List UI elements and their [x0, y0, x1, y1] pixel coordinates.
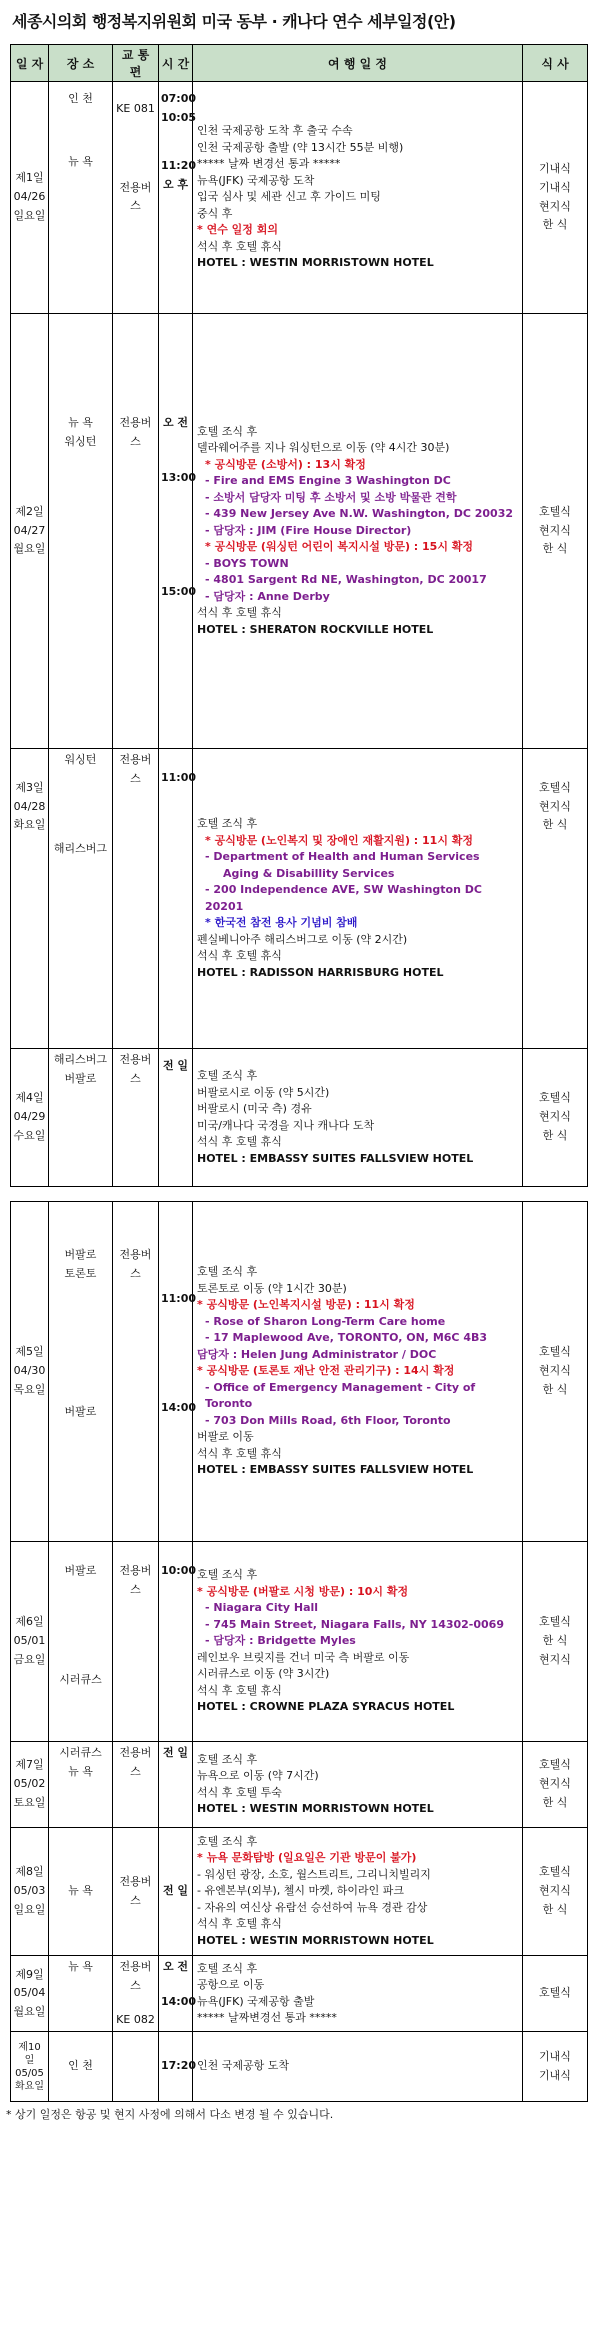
place-cell: 버팔로 시러큐스	[49, 1542, 113, 1742]
meal-cell: 호텔식	[523, 1956, 588, 2032]
date-cell: 제3일 04/28 화요일	[11, 749, 49, 1049]
date-cell: 제6일 05/01 금요일	[11, 1542, 49, 1742]
transport-cell: 전용버스	[113, 1742, 159, 1828]
time-cell: 오 전 13:00 15:00	[159, 314, 193, 749]
plan-cell: 인천 국제공항 도착 후 출국 수속 인천 국제공항 출발 (약 13시간 55분 비행) ***** 날짜 변경선 통과 ***** 뉴욕(JFK) 국제공항 도착 입국 심사 및 세관 신고 후 가이드 미팅 중식 후 * 연수 일정 회의 석식 후 호텔 휴식 HOTEL : WESTIN MORRISTOWN HOTEL	[193, 82, 523, 314]
transport-cell: 전용버스	[113, 1202, 159, 1542]
time-cell: 전 일	[159, 1828, 193, 1956]
place-cell: 뉴 욕	[49, 1828, 113, 1956]
time-cell: 11:00	[159, 749, 193, 1049]
meal-cell: 호텔식 현지식 한 식	[523, 1742, 588, 1828]
transport-cell: 전용버스 KE 082	[113, 1956, 159, 2032]
place-cell: 뉴 욕 워싱턴	[49, 314, 113, 749]
place-cell: 시러큐스 뉴 욕	[49, 1742, 113, 1828]
date-cell: 제9일 05/04 월요일	[11, 1956, 49, 2032]
date-cell: 제7일 05/02 토요일	[11, 1742, 49, 1828]
date-cell: 제2일 04/27 월요일	[11, 314, 49, 749]
meal-cell: 호텔식 한 식 현지식	[523, 1542, 588, 1742]
meal-cell: 호텔식 현지식 한 식	[523, 1202, 588, 1542]
transport-cell: 전용버스	[113, 1828, 159, 1956]
time-cell: 오 전 14:00	[159, 1956, 193, 2032]
transport-cell: 전용버스	[113, 1542, 159, 1742]
header-transport: 교 통 편	[113, 45, 159, 82]
place-cell: 뉴 욕	[49, 1956, 113, 2032]
day-row-8	[11, 1828, 588, 1956]
schedule-table-part1	[10, 44, 588, 1187]
day-row-4	[11, 1049, 588, 1187]
plan-cell: 호텔 조식 후 * 뉴욕 문화탐방 (일요일은 기관 방문이 불가) - 워싱턴 광장, 소호, 월스트리트, 그리니치빌리지 - 유엔본부(외부), 첼시 마켓, 하이라인 파크 - 자유의 여신상 유람선 승선하여 뉴욕 경관 감상 석식 후 호텔 휴식 HOTEL : WESTIN MORRISTOWN HOTEL	[193, 1828, 523, 1956]
time-cell: 07:00 10:05 11:20 오 후	[159, 82, 193, 314]
place-cell: 버팔로 토론토 버팔로	[49, 1202, 113, 1542]
plan-cell: 호텔 조식 후 뉴욕으로 이동 (약 7시간) 석식 후 호텔 투숙 HOTEL : WESTIN MORRISTOWN HOTEL	[193, 1742, 523, 1828]
header-day: 일 자	[11, 45, 49, 82]
transport-cell: 전용버스	[113, 1049, 159, 1187]
header-meal: 식 사	[523, 45, 588, 82]
place-cell: 워싱턴 해리스버그	[49, 749, 113, 1049]
date-cell: 제10 일 05/05 화요일	[11, 2032, 49, 2102]
plan-cell: 호텔 조식 후 공항으로 이동 뉴욕(JFK) 국제공항 출발 ***** 날짜변경선 통과 *****	[193, 1956, 523, 2032]
day-row-9	[11, 1956, 588, 2032]
date-cell: 제4일 04/29 수요일	[11, 1049, 49, 1187]
day-row-7	[11, 1742, 588, 1828]
transport-cell: KE 081 전용버스	[113, 82, 159, 314]
time-cell: 11:00 14:00	[159, 1202, 193, 1542]
table-header-row	[11, 45, 588, 82]
day-row-2	[11, 314, 588, 749]
plan-cell: 호텔 조식 후 델라웨어주를 지나 워싱턴으로 이동 (약 4시간 30분) * 공식방문 (소방서) : 13시 확정 - Fire and EMS Engine 3 Washington DC - 소방서 담당자 미팅 후 소방서 및 소방 박물관 견학 - 439 New Jersey Ave N.W. Washington, DC 20032 - 담당자 : JIM (Fire House Director) * 공식방문 (워싱턴 어린이 복지시설 방문) : 15시 확정 - BOYS TOWN - 4801 Sargent Rd NE, Washington, DC 20017 - 담당자 : Anne Derby 석식 후 호텔 휴식 HOTEL : SHERATON ROCKVILLE HOTEL	[193, 314, 523, 749]
header-place: 장 소	[49, 45, 113, 82]
schedule-table-part2	[10, 1201, 588, 2102]
day-row-3	[11, 749, 588, 1049]
meal-cell: 호텔식 현지식 한 식	[523, 1828, 588, 1956]
place-cell: 인 천	[49, 2032, 113, 2102]
time-cell: 10:00	[159, 1542, 193, 1742]
day-row-10	[11, 2032, 588, 2102]
time-cell: 전 일	[159, 1742, 193, 1828]
time-cell: 17:20	[159, 2032, 193, 2102]
place-cell: 해리스버그 버팔로	[49, 1049, 113, 1187]
transport-cell: 전용버스	[113, 314, 159, 749]
day-row-6	[11, 1542, 588, 1742]
transport-cell: 전용버스	[113, 749, 159, 1049]
footnote: * 상기 일정은 항공 및 현지 사정에 의해서 다소 변경 될 수 있습니다.	[6, 2108, 334, 2122]
plan-cell: 호텔 조식 후 * 공식방문 (버팔로 시청 방문) : 10시 확정 - Niagara City Hall - 745 Main Street, Niagara Falls, NY 14302-0069 - 담당자 : Bridgette Myles 레인보우 브릿지를 건너 미국 측 버팔로 이동 시러큐스로 이동 (약 3시간) 석식 후 호텔 휴식 HOTEL : CROWNE PLAZA SYRACUS HOTEL	[193, 1542, 523, 1742]
date-cell: 제5일 04/30 목요일	[11, 1202, 49, 1542]
date-cell: 제8일 05/03 일요일	[11, 1828, 49, 1956]
day-row-5	[11, 1202, 588, 1542]
header-time: 시 간	[159, 45, 193, 82]
transport-cell	[113, 2032, 159, 2102]
time-cell: 전 일	[159, 1049, 193, 1187]
meal-cell: 호텔식 현지식 한 식	[523, 749, 588, 1049]
plan-cell: 호텔 조식 후 버팔로시로 이동 (약 5시간) 버팔로시 (미국 측) 경유 미국/캐나다 국경을 지나 캐나다 도착 석식 후 호텔 휴식 HOTEL : EMBASSY SUITES FALLSVIEW HOTEL	[193, 1049, 523, 1187]
date-cell: 제1일 04/26 일요일	[11, 82, 49, 314]
meal-cell: 호텔식 현지식 한 식	[523, 314, 588, 749]
place-cell: 인 천 뉴 욕	[49, 82, 113, 314]
day-row-1	[11, 82, 588, 314]
page-title: 세종시의회 행정복지위원회 미국 동부 · 캐나다 연수 세부일정(안)	[12, 12, 456, 31]
plan-cell: 인천 국제공항 도착	[193, 2032, 523, 2102]
header-plan: 여 행 일 정	[193, 45, 523, 82]
meal-cell: 기내식 기내식	[523, 2032, 588, 2102]
meal-cell: 호텔식 현지식 한 식	[523, 1049, 588, 1187]
plan-cell: 호텔 조식 후 토론토로 이동 (약 1시간 30분) * 공식방문 (노인복지시설 방문) : 11시 확정 - Rose of Sharon Long-Term Care home - 17 Maplewood Ave, TORONTO, ON, M6C 4B3 담당자 : Helen Jung Administrator / DOC * 공식방문 (토론토 재난 안전 관리기구) : 14시 확정 - Office of Emergency Management - City of Toronto - 703 Don Mills Road, 6th Floor, Toronto 버팔로 이동 석식 후 호텔 휴식 HOTEL : EMBASSY SUITES FALLSVIEW HOTEL	[193, 1202, 523, 1542]
meal-cell: 기내식 기내식 현지식 한 식	[523, 82, 588, 314]
plan-cell: 호텔 조식 후 * 공식방문 (노인복지 및 장애인 재활지원) : 11시 확정 - Department of Health and Human Services Aging & Disabillity Services - 200 Independence AVE, SW Washington DC 20201 * 한국전 참전 용사 기념비 참배 펜실베니아주 해리스버그로 이동 (약 2시간) 석식 후 호텔 휴식 HOTEL : RADISSON HARRISBURG HOTEL	[193, 749, 523, 1049]
